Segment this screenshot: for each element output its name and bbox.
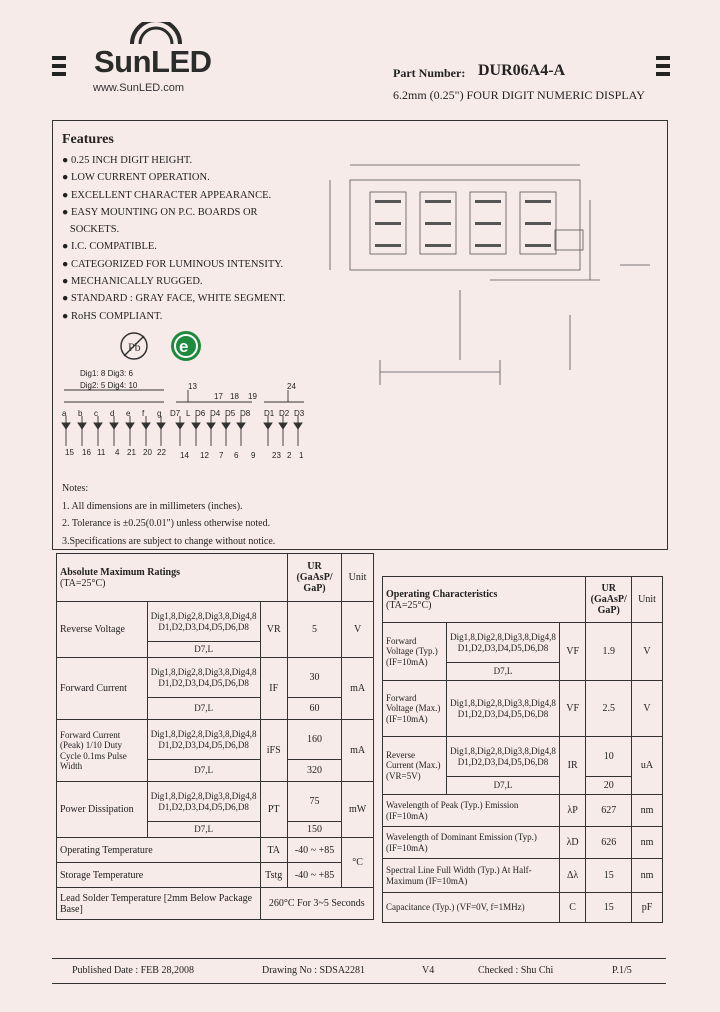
table-cell: Spectral Line Full Width (Typ.) At Half-Maximum (IF=10mA) xyxy=(383,859,560,893)
feature-item: ● STANDARD : GRAY FACE, WHITE SEGMENT. xyxy=(62,293,286,305)
table-cell: TA xyxy=(260,838,287,863)
margin-mark xyxy=(52,56,66,60)
table-cell: 60 xyxy=(287,698,341,720)
d-pin: 6 xyxy=(234,451,239,460)
d-label: D8 xyxy=(240,409,251,418)
d-label: D7 xyxy=(170,409,181,418)
dig-legend-1: Dig1: 8 Dig3: 6 xyxy=(80,369,133,378)
d-label: D1 xyxy=(264,409,275,418)
circuit-top-pin: 19 xyxy=(248,392,257,401)
table-cell: Forward Voltage (Max.) (IF=10mA) xyxy=(383,681,447,737)
table-cell: λP xyxy=(559,795,586,827)
table-cell: Lead Solder Temperature [2mm Below Package Base] xyxy=(57,888,261,920)
table-cell: Operating Temperature xyxy=(57,838,261,863)
feature-item: ● EASY MOUNTING ON P.C. BOARDS OR xyxy=(62,206,258,218)
d-label: D2 xyxy=(279,409,290,418)
feature-item: SOCKETS. xyxy=(69,224,120,236)
table-cell: nm xyxy=(632,827,663,859)
published-date: Published Date : FEB 28,2008 xyxy=(72,965,194,976)
table-cell: D7,L xyxy=(447,663,560,681)
drawing-number: Drawing No : SDSA2281 xyxy=(262,965,366,976)
table-cell: Dig1,8,Dig2,8,Dig3,8,Dig4,8 D1,D2,D3,D4,D5,D6,D8 xyxy=(447,737,560,777)
table-cell: VR xyxy=(260,602,287,658)
subtitle: 6.2mm (0.25") FOUR DIGIT NUMERIC DISPLAY xyxy=(393,88,645,102)
d-label: D5 xyxy=(225,409,236,418)
seg-label: b xyxy=(78,409,83,418)
d-pin: 1 xyxy=(299,451,304,460)
seg-pin: 22 xyxy=(157,448,166,457)
table-cell: 626 xyxy=(586,827,632,859)
table-cell: 15 xyxy=(586,893,632,923)
table-cell: V xyxy=(632,623,663,681)
seg-pin: 20 xyxy=(143,448,152,457)
table-cell: 160 xyxy=(287,720,341,760)
checked-by: Checked : Shu Chi xyxy=(478,965,554,976)
margin-mark xyxy=(656,56,670,60)
table-cell: Forward Current xyxy=(57,658,148,720)
logo-url: www.SunLED.com xyxy=(93,82,185,94)
table-cell: V xyxy=(342,602,374,658)
seg-label: c xyxy=(94,409,98,418)
table-cell: 20 xyxy=(586,777,632,795)
table-cell: IR xyxy=(559,737,586,795)
abs-max-table xyxy=(56,553,374,920)
table-cell: pF xyxy=(632,893,663,923)
seg-label: f xyxy=(142,409,145,418)
table-cell: VF xyxy=(559,681,586,737)
table-cell: D7,L xyxy=(147,822,260,838)
features-list xyxy=(62,152,285,325)
table-cell: 10 xyxy=(586,737,632,777)
circuit-top-pin: 13 xyxy=(188,382,197,391)
pb-free-icon xyxy=(118,330,150,362)
d-pin: 12 xyxy=(200,451,209,460)
table-cell: Wavelength of Dominant Emission (Typ.) (IF=10mA) xyxy=(383,827,560,859)
svg-text:Pb: Pb xyxy=(128,340,141,354)
table-cell: D7,L xyxy=(447,777,560,795)
table-cell: VF xyxy=(559,623,586,681)
table-cell: Dig1,8,Dig2,8,Dig3,8,Dig4,8 D1,D2,D3,D4,D5,D6,D8 xyxy=(147,658,260,698)
abs-unit-header: Unit xyxy=(342,554,374,602)
feature-item: ● 0.25 INCH DIGIT HEIGHT. xyxy=(62,155,193,166)
seg-label: d xyxy=(110,409,115,418)
circuit-top-pin: 24 xyxy=(287,382,296,391)
sun-logo-icon xyxy=(128,22,184,46)
logo-text: SunLED xyxy=(94,44,212,79)
table-cell: mA xyxy=(342,720,374,782)
rohs-e-icon xyxy=(166,328,206,364)
dig-legend-2: Dig2: 5 Dig4: 10 xyxy=(80,381,138,390)
table-cell: nm xyxy=(632,859,663,893)
note-item: 2. Tolerance is ±0.25(0.01") unless otherwise noted. xyxy=(62,518,271,529)
d-pin: 2 xyxy=(287,451,292,460)
table-cell: Dig1,8,Dig2,8,Dig3,8,Dig4,8 D1,D2,D3,D4,D5,D6,D8 xyxy=(147,720,260,760)
circuit-top-pin: 17 xyxy=(214,392,223,401)
table-cell: mA xyxy=(342,658,374,720)
table-cell: 627 xyxy=(586,795,632,827)
notes-title: Notes: xyxy=(62,483,89,494)
table-cell: Dig1,8,Dig2,8,Dig3,8,Dig4,8 D1,D2,D3,D4,D5,D6,D8 xyxy=(147,782,260,822)
table-cell: °C xyxy=(342,838,374,888)
features-title: Features xyxy=(62,132,114,147)
table-cell: uA xyxy=(632,737,663,795)
page-number: P.1/5 xyxy=(612,965,632,976)
d-pin: 7 xyxy=(219,451,224,460)
table-cell: D7,L xyxy=(147,760,260,782)
table-cell: Δλ xyxy=(559,859,586,893)
table-cell: Forward Voltage (Typ.) (IF=10mA) xyxy=(383,623,447,681)
seg-label: e xyxy=(126,409,131,418)
table-cell: 320 xyxy=(287,760,341,782)
d-label: D3 xyxy=(294,409,305,418)
dimension-drawing xyxy=(300,140,660,390)
table-cell: -40 ~ +85 xyxy=(287,863,341,888)
table-cell: IF xyxy=(260,658,287,720)
table-cell: D7,L xyxy=(147,642,260,658)
version: V4 xyxy=(422,965,435,976)
d-pin: 9 xyxy=(251,451,256,460)
circuit-top-pin: 18 xyxy=(230,392,239,401)
table-cell: D7,L xyxy=(147,698,260,720)
op-part-header: UR (GaAsP/ GaP) xyxy=(586,577,632,623)
abs-part-header: UR (GaAsP/ GaP) xyxy=(287,554,341,602)
op-unit-header: Unit xyxy=(632,577,663,623)
seg-label: g xyxy=(157,409,162,418)
feature-item: ● LOW CURRENT OPERATION. xyxy=(62,172,210,184)
table-cell: Dig1,8,Dig2,8,Dig3,8,Dig4,8 D1,D2,D3,D4,D5,D6,D8 xyxy=(147,602,260,642)
table-cell: Power Dissipation xyxy=(57,782,148,838)
table-cell: 15 xyxy=(586,859,632,893)
seg-pin: 11 xyxy=(97,448,106,457)
feature-item: ● MECHANICALLY RUGGED. xyxy=(62,276,203,288)
table-cell: mW xyxy=(342,782,374,838)
seg-pin: 16 xyxy=(82,448,91,457)
table-cell: 5 xyxy=(287,602,341,658)
seg-label: a xyxy=(62,409,67,418)
d-label: D4 xyxy=(210,409,221,418)
table-cell: Storage Temperature xyxy=(57,863,261,888)
seg-pin: 15 xyxy=(65,448,74,457)
footer xyxy=(52,958,666,984)
table-cell: Capacitance (Typ.) (VF=0V, f=1MHz) xyxy=(383,893,560,923)
table-cell: 260°C For 3~5 Seconds xyxy=(260,888,374,920)
seg-pin: 21 xyxy=(127,448,136,457)
part-number: DUR06A4-A xyxy=(478,62,566,79)
margin-mark xyxy=(52,64,66,68)
d-label: L xyxy=(186,409,191,418)
table-cell: C xyxy=(559,893,586,923)
table-cell: 30 xyxy=(287,658,341,698)
table-cell: iFS xyxy=(260,720,287,782)
table-cell: Reverse Voltage xyxy=(57,602,148,658)
margin-mark xyxy=(52,72,66,76)
feature-item: ● I.C. COMPATIBLE. xyxy=(62,241,157,253)
table-cell: 2.5 xyxy=(586,681,632,737)
feature-item: ● RoHS COMPLIANT. xyxy=(62,310,163,322)
part-number-label: Part Number: xyxy=(393,66,466,80)
table-cell: nm xyxy=(632,795,663,827)
feature-item: ● CATEGORIZED FOR LUMINOUS INTENSITY. xyxy=(62,258,284,270)
table-cell: Forward Current (Peak) 1/10 Duty Cycle 0.1ms Pulse Width xyxy=(57,720,148,782)
d-pin: 14 xyxy=(180,451,189,460)
d-label: D6 xyxy=(195,409,206,418)
margin-mark xyxy=(656,72,670,76)
op-title-cell: Operating Characteristics (TA=25°C) xyxy=(383,577,586,623)
table-cell: V xyxy=(632,681,663,737)
operating-table xyxy=(382,576,663,923)
margin-mark xyxy=(656,64,670,68)
table-cell: Wavelength of Peak (Typ.) Emission (IF=10mA) xyxy=(383,795,560,827)
note-item: 1. All dimensions are in millimeters (inches). xyxy=(62,500,243,512)
note-item: 3.Specifications are subject to change without notice. xyxy=(62,535,276,547)
circuit-diagram xyxy=(58,386,318,450)
table-cell: PT xyxy=(260,782,287,838)
table-cell: 75 xyxy=(287,782,341,822)
table-cell: -40 ~ +85 xyxy=(287,838,341,863)
table-cell: Dig1,8,Dig2,8,Dig3,8,Dig4,8 D1,D2,D3,D4,D5,D6,D8 xyxy=(447,623,560,663)
seg-pin: 4 xyxy=(115,448,120,457)
table-cell: Reverse Current (Max.) (VR=5V) xyxy=(383,737,447,795)
table-cell: λD xyxy=(559,827,586,859)
notes xyxy=(62,480,275,550)
feature-item: ● EXCELLENT CHARACTER APPEARANCE. xyxy=(62,189,272,201)
table-cell: Tstg xyxy=(260,863,287,888)
abs-title-cell: Absolute Maximum Ratings (TA=25°C) xyxy=(57,554,288,602)
table-cell: Dig1,8,Dig2,8,Dig3,8,Dig4,8 D1,D2,D3,D4,D5,D6,D8 xyxy=(447,681,560,737)
d-pin: 23 xyxy=(272,451,281,460)
table-cell: 150 xyxy=(287,822,341,838)
table-cell: 1.9 xyxy=(586,623,632,681)
svg-text:e: e xyxy=(179,337,189,356)
